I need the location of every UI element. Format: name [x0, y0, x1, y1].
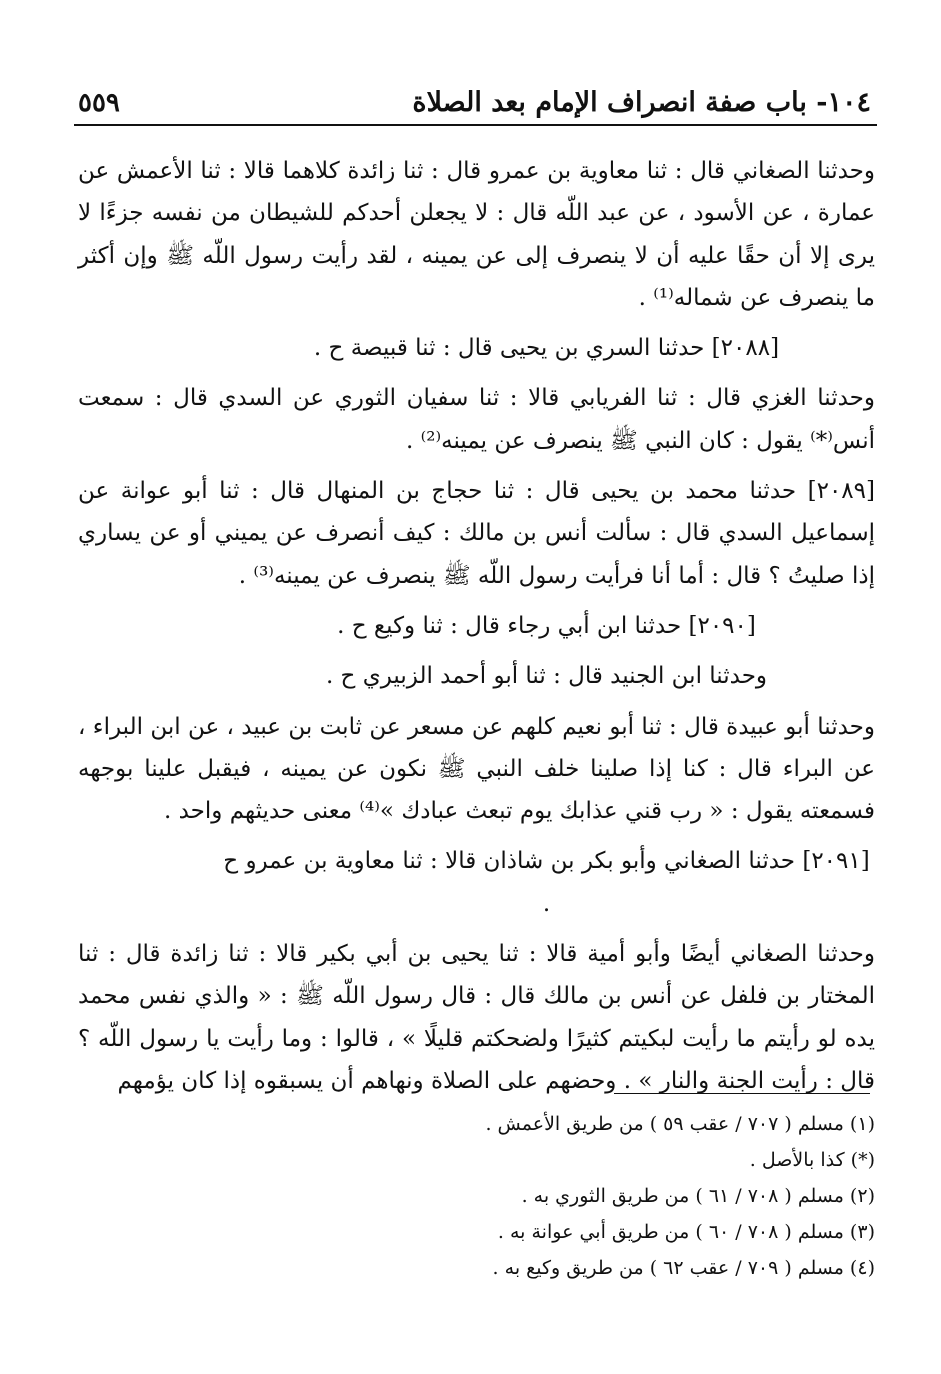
- running-header: [78, 70, 871, 118]
- footnote-1: (١) مسلم ( ٧٠٧ / عقب ٥٩ ) من طريق الأعمش .: [485, 1113, 875, 1135]
- paragraph-1: وحدثنا الصغاني قال : ثنا معاوية بن عمرو قال : ثنا زائدة كلاهما قالا : ثنا الأعمش عن عمارة ، عن الأسود ، عن عبد اللّه قال : لا يجعلن أحدكم للشيطان من نفسه جزءًا لا يرى إلا أن حقًا عليه أن لا ينصرف إلى عن يمينه ، لقد رأيت رسول اللّه ﷺ وإن أكثر ما ينصرف عن شماله⁽¹⁾ .: [78, 158, 875, 311]
- footnote-3: (٣) مسلم ( ٧٠٨ / ٦٠ ) من طريق أبي عوانة به .: [497, 1221, 875, 1243]
- hadith-2089: [٢٠٨٩] حدثنا محمد بن يحيى قال : ثنا حجاج بن المنهال قال : ثنا أبو عوانة عن إسماعيل السدي قال : سألت أنس بن مالك : كيف أنصرف عن يميني أو عن يساري إذا صليتُ ؟ قال : أما أنا فرأيت رسول اللّه ﷺ ينصرف عن يمينه⁽³⁾ .: [78, 478, 875, 589]
- footnote-star: (*) كذا بالأصل .: [749, 1149, 875, 1171]
- chapter-title: ١٠٤- باب صفة انصراف الإمام بعد الصلاة: [412, 87, 871, 118]
- paragraph-7: وحدثنا أبو عبيدة قال : ثنا أبو نعيم كلهم عن مسعر عن ثابت بن عبيد ، عن ابن البراء ، عن البراء قال : كنا إذا صلينا خلف النبي ﷺ نكون عن يمينه ، فيقبل علينا بوجهه فسمعته يقول : « رب قني عذابك يوم تبعث عبادك »⁽⁴⁾ معنى حديثهم واحد .: [78, 713, 875, 825]
- page-number: ٥٥٩: [78, 88, 120, 118]
- footnote-2: (٢) مسلم ( ٧٠٨ / ٦١ ) من طريق الثوري به .: [521, 1185, 875, 1207]
- footnote-4: (٤) مسلم ( ٧٠٩ / عقب ٦٢ ) من طريق وكيع به .: [492, 1257, 875, 1279]
- paragraph-3: وحدثنا الغزي قال : ثنا الفريابي قالا : ثنا سفيان الثوري عن السدي قال : سمعت أنس⁽*⁾ يقول : كان النبي ﷺ ينصرف عن يمينه⁽²⁾ .: [78, 385, 875, 454]
- paragraph-9: وحدثنا الصغاني أيضًا وأبو أمية قالا : ثنا يحيى بن أبي بكير قالا : ثنا زائدة قال : ثنا المختار بن فلفل عن أنس بن مالك قال : قال رسول اللّه ﷺ : « والذي نفس محمد يده لو رأيتم ما رأيت لبكيتم كثيرًا ولضحكتم قليلًا » ، قالوا : وما رأيت يا رسول اللّه ؟ قال : رأيت الجنة والنار » . وحضهم على الصلاة ونهاهم أن يسبقوه إذا كان يؤمهم: [78, 941, 875, 1094]
- paragraph-6: وحدثنا ابن الجنيد قال : ثنا أبو أحمد الزبيري ح .: [325, 663, 768, 690]
- footnotes: [120, 1106, 875, 1286]
- main-text: [78, 150, 875, 1102]
- hadith-2090: [٢٠٩٠] حدثنا ابن أبي رجاء قال : ثنا وكيع ح .: [337, 612, 756, 639]
- footnote-divider: [614, 1093, 870, 1094]
- hadith-2088: [٢٠٨٨] حدثنا السري بن يحيى قال : ثنا قبيصة ح .: [313, 335, 780, 362]
- header-divider: [74, 124, 877, 126]
- hadith-2091: [٢٠٩١] حدثنا الصغاني وأبو بكر بن شاذان قالا : ثنا معاوية بن عمرو ح .: [223, 848, 870, 917]
